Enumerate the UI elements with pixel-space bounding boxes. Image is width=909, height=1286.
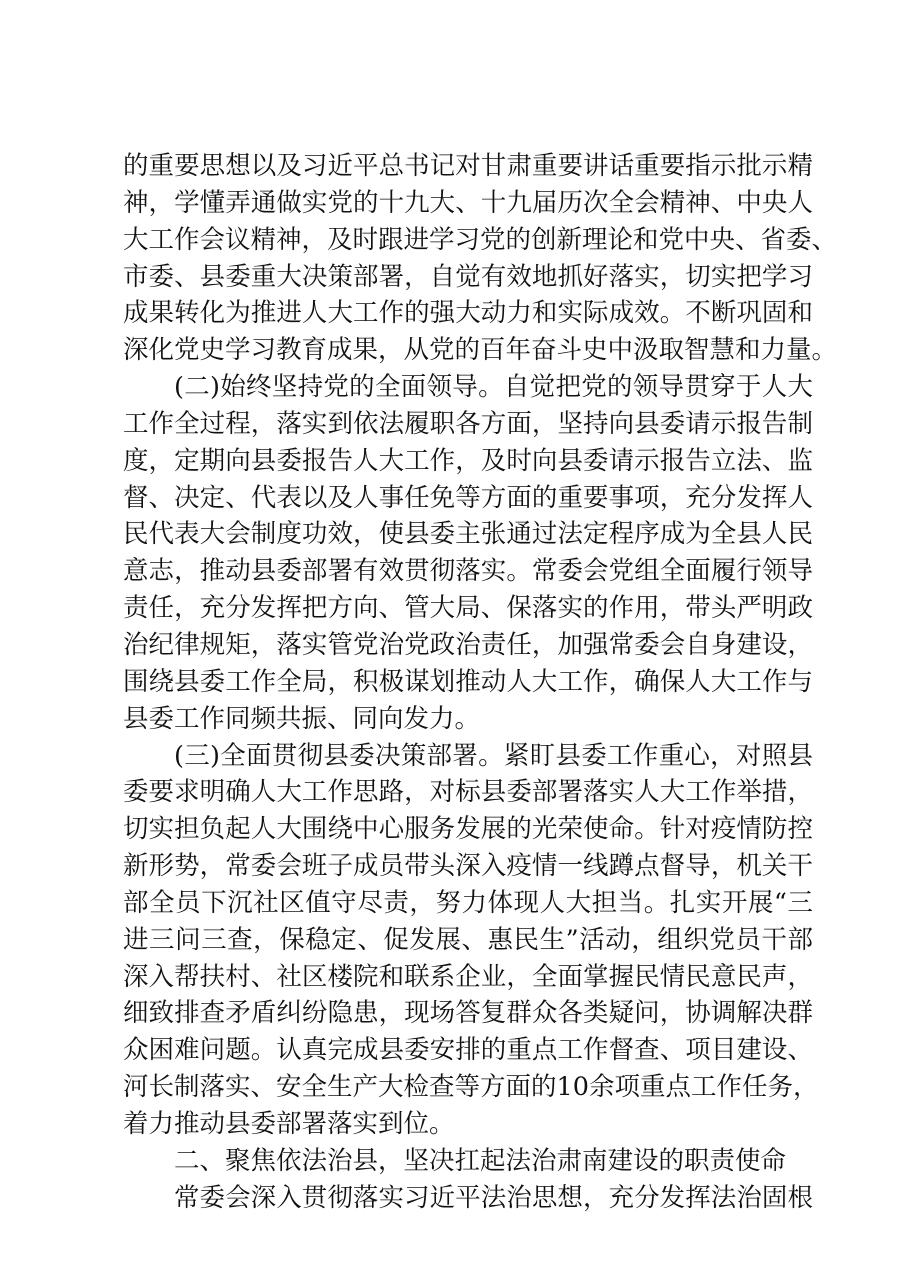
text-line: 大工作会议精神，及时跟进学习党的创新理论和党中央、省委、 <box>123 224 838 255</box>
text-line: 河长制落实、安全生产大检查等方面的10余项重点工作任务， <box>123 1072 819 1103</box>
text-line: 的重要思想以及习近平总书记对甘肃重要讲话重要指示批示精 <box>123 151 813 181</box>
text-line: 着力推动县委部署落实到位。 <box>123 1108 455 1139</box>
chapter-heading: 二、聚焦依法治县，坚决扛起法治肃南建设的职责使命 <box>174 1145 787 1176</box>
text-line: 意志，推动县委部署有效贯彻落实。常委会党组全面履行领导 <box>123 556 813 587</box>
text-line: 成果转化为推进人大工作的强大动力和实际成效。不断巩固和 <box>123 298 813 329</box>
text-line: 深入帮扶村、社区楼院和联系企业，全面掌握民情民意民声， <box>123 961 813 992</box>
text-line: 深化党史学习教育成果，从党的百年奋斗史中汲取智慧和力量。 <box>123 335 838 366</box>
text-line: 围绕县委工作全局，积极谋划推动人大工作，确保人大工作与 <box>123 666 813 697</box>
text-line: 责任，充分发挥把方向、管大局、保落实的作用，带头严明政 <box>123 593 813 624</box>
text-line: 细致排查矛盾纠纷隐患，现场答复群众各类疑问，协调解决群 <box>123 998 813 1029</box>
text-line: 委要求明确人大工作思路，对标县委部署落实人大工作举措， <box>123 777 813 808</box>
text-line: 工作全过程，落实到依法履职各方面，坚持向县委请示报告制 <box>123 408 813 439</box>
section-heading-2: (二)始终坚持党的全面领导。自觉把党的领导贯穿于人大 <box>174 372 813 403</box>
text-line: 市委、县委重大决策部署，自觉有效地抓好落实，切实把学习 <box>123 261 813 292</box>
text-line: 众困难问题。认真完成县委安排的重点工作督查、项目建设、 <box>123 1035 813 1066</box>
text-line: 部全员下沉社区值守尽责，努力体现人大担当。扎实开展“三 <box>123 887 813 918</box>
text-line: 度，定期向县委报告人大工作，及时向县委请示报告立法、监 <box>123 445 813 476</box>
text-line: 新形势，常委会班子成员带头深入疫情一线蹲点督导，机关干 <box>123 851 813 882</box>
document-body <box>123 148 838 1216</box>
text-line: 神，学懂弄通做实党的十九大、十九届历次全会精神、中央人 <box>123 187 813 218</box>
text-line: 县委工作同频共振、同向发力。 <box>123 703 481 734</box>
text-line: 民代表大会制度功效，使县委主张通过法定程序成为全县人民 <box>123 519 813 550</box>
section-heading-3: (三)全面贯彻县委决策部署。紧盯县委工作重心，对照县 <box>174 740 813 771</box>
text-line: 督、决定、代表以及人事任免等方面的重要事项，充分发挥人 <box>123 482 813 513</box>
text-line: 治纪律规矩，落实管党治党政治责任，加强常委会自身建设， <box>123 629 813 660</box>
text-line: 常委会深入贯彻落实习近平法治思想，充分发挥法治固根 <box>174 1182 813 1213</box>
text-line: 切实担负起人大围绕中心服务发展的光荣使命。针对疫情防控 <box>123 814 813 845</box>
text-line: 进三问三查，保稳定、促发展、惠民生”活动，组织党员干部 <box>123 924 813 955</box>
